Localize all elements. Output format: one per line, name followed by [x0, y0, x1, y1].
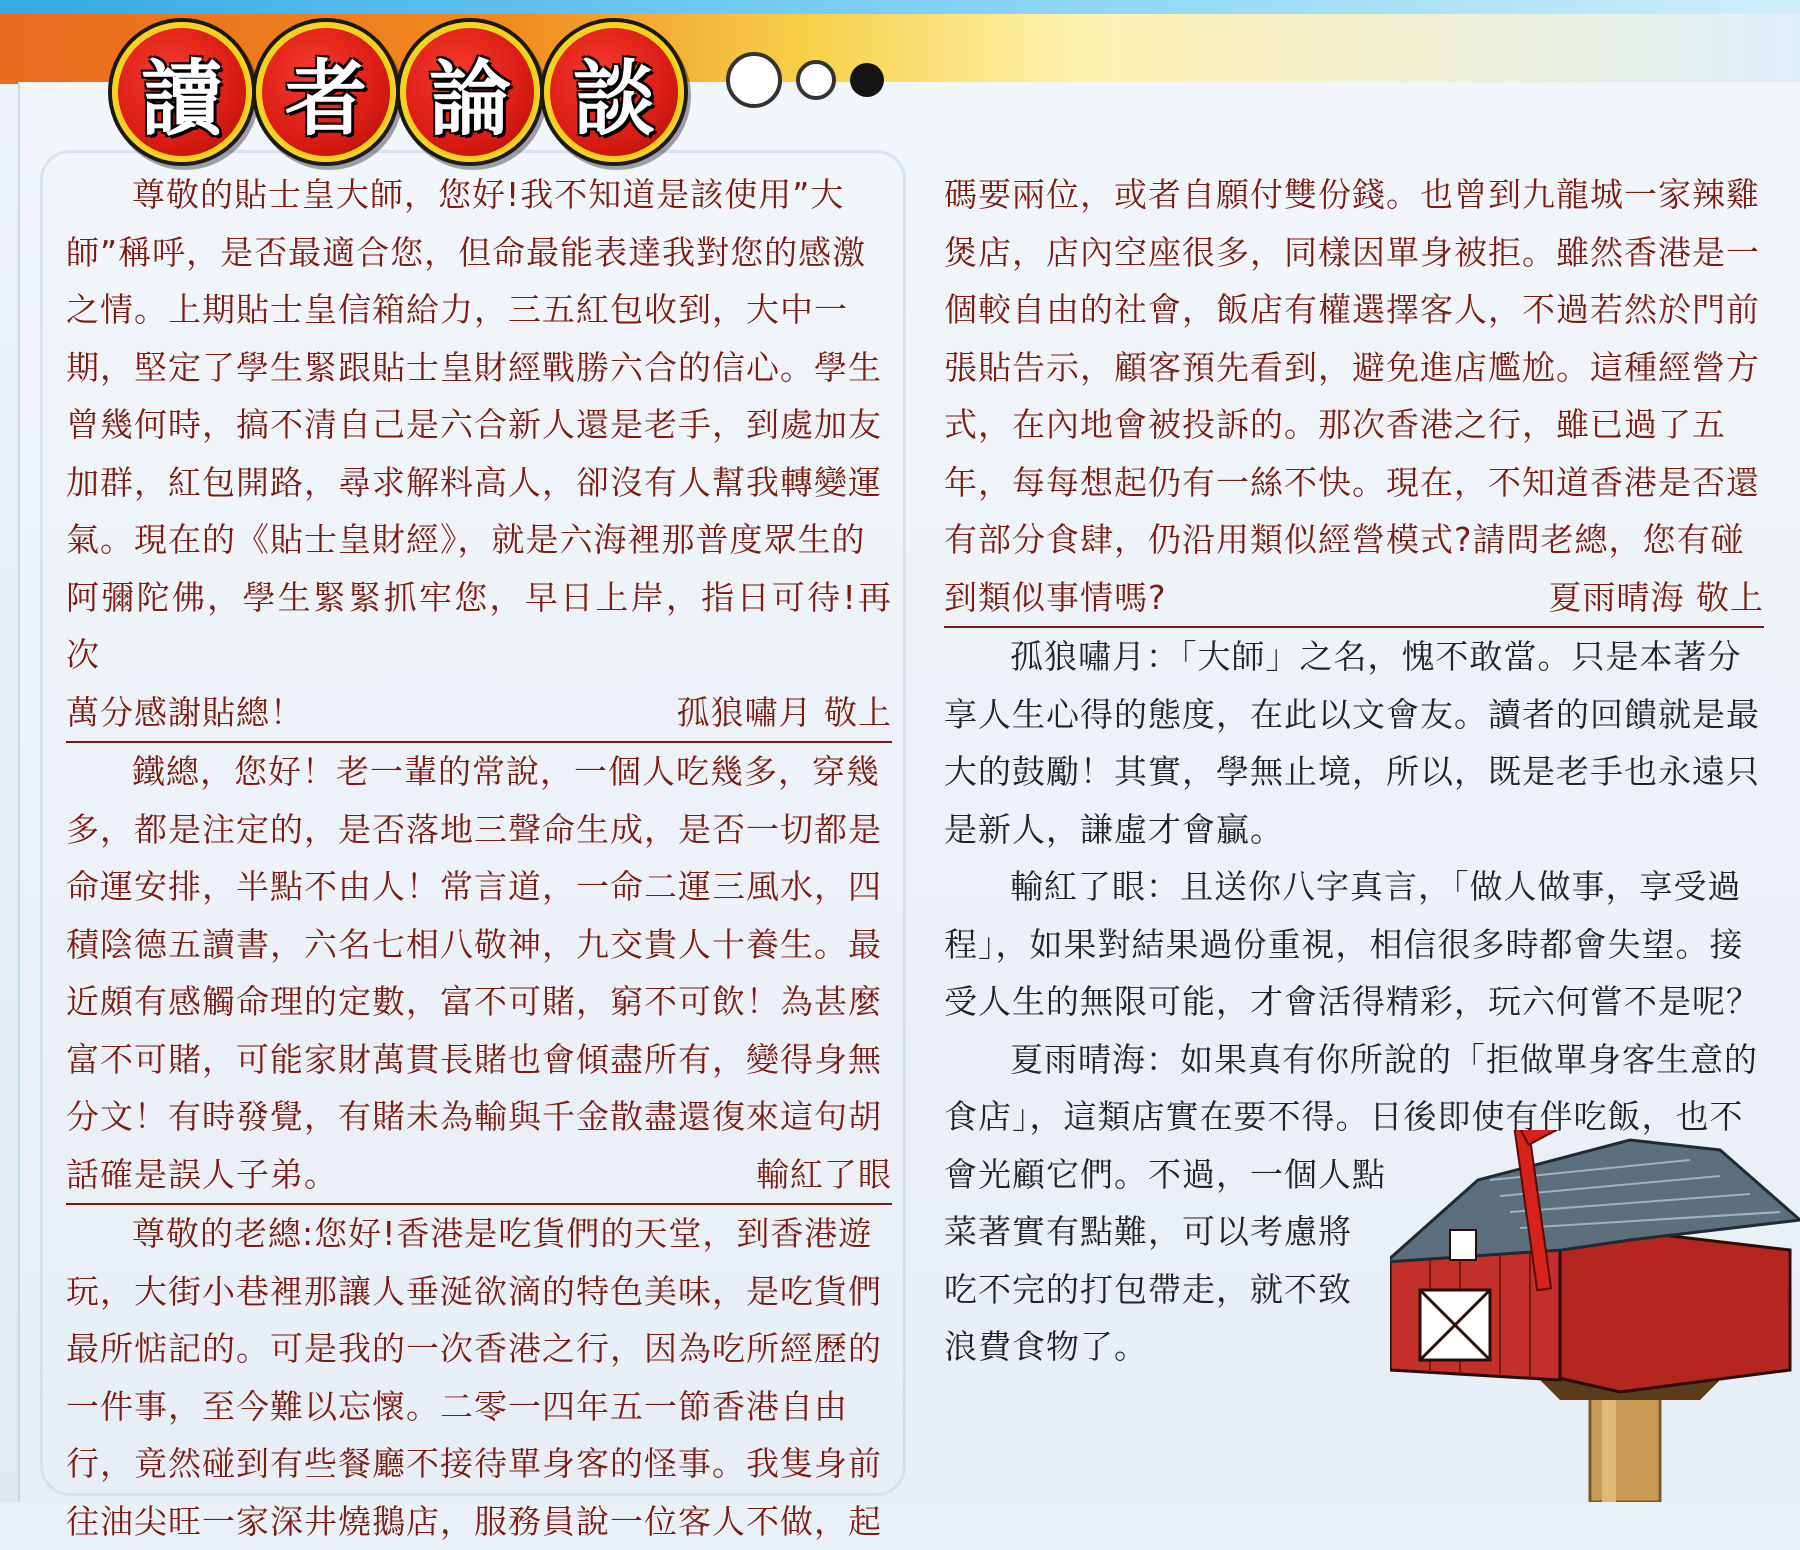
letter-line: 氣。現在的《貼士皇財經》，就是六海裡那普度眾生的	[66, 511, 892, 569]
reply-line: 菜著實有點難，可以考慮將	[944, 1203, 1404, 1261]
title-dots	[726, 52, 884, 108]
letter-2	[66, 743, 892, 1205]
reply-line: 孤狼嘯月：「大師」之名，愧不敢當。只是本著分	[944, 628, 1764, 686]
letter-line: 往油尖旺一家深井燒鵝店，服務員說一位客人不做，起	[66, 1493, 892, 1550]
title-char: 論	[400, 22, 540, 162]
reply-line: 受人生的無限可能，才會活得精彩，玩六何嘗不是呢？	[944, 973, 1764, 1031]
letter-line: 分文！有時發覺，有賭未為輸與千金散盡還復來這句胡	[66, 1088, 892, 1146]
letter-signature: 孤狼嘯月 敬上	[677, 684, 893, 742]
letter-signature-line	[66, 1146, 892, 1206]
letter-line: 曾幾何時，搞不清自己是六合新人還是老手，到處加友	[66, 396, 892, 454]
left-column	[66, 166, 892, 1550]
letter-line: 富不可賭，可能家財萬貫長賭也會傾盡所有，變得身無	[66, 1031, 892, 1089]
header-strip	[0, 0, 1800, 14]
letter-line: 期，堅定了學生緊跟貼士皇財經戰勝六合的信心。學生	[66, 339, 892, 397]
reply-line: 夏雨晴海：如果真有你所說的「拒做單身客生意的	[944, 1031, 1764, 1089]
letter-line: 鐵總，您好！老一輩的常說，一個人吃幾多，穿幾	[66, 743, 892, 801]
letter-last-line: 話確是誤人子弟。	[66, 1146, 338, 1204]
letter-line: 煲店，店內空座很多，同樣因單身被拒。雖然香港是一	[944, 224, 1764, 282]
reply-line: 享人生心得的態度，在此以文會友。讀者的回饋就是最	[944, 686, 1764, 744]
letter-line: 師”稱呼，是否最適合您，但命最能表達我對您的感激	[66, 224, 892, 282]
letter-line: 多，都是注定的，是否落地三聲命生成，是否一切都是	[66, 801, 892, 859]
letter-line: 年，每每想起仍有一絲不快。現在，不知道香港是否還	[944, 454, 1764, 512]
reply-line: 輸紅了眼：且送你八字真言，「做人做事，享受過	[944, 858, 1764, 916]
letter-last-line: 萬分感謝貼總！	[66, 684, 304, 742]
reply-line: 會光顧它們。不過，一個人點	[944, 1146, 1404, 1204]
letter-line: 碼要兩位，或者自願付雙份錢。也曾到九龍城一家辣雞	[944, 166, 1764, 224]
letter-line: 一件事，至今難以忘懷。二零一四年五一節香港自由	[66, 1378, 892, 1436]
letter-1	[66, 166, 892, 743]
reply-line: 是新人，謙虛才會贏。	[944, 801, 1764, 859]
letter-line: 尊敬的老總:您好!香港是吃貨們的天堂，到香港遊	[66, 1205, 892, 1263]
title-char: 者	[256, 22, 396, 162]
letter-signature-line	[66, 684, 892, 744]
reply-line: 浪費食物了。	[944, 1318, 1404, 1376]
letter-3	[66, 1205, 892, 1550]
letter-line: 行，竟然碰到有些餐廳不接待單身客的怪事。我隻身前	[66, 1435, 892, 1493]
reply-1	[944, 628, 1764, 858]
reply-2	[944, 858, 1764, 1031]
title-char: 談	[544, 22, 684, 162]
page-title	[112, 22, 684, 162]
letter-line: 命運安排，半點不由人！常言道，一命二運三風水，四	[66, 858, 892, 916]
reply-line: 程」，如果對結果過份重視，相信很多時都會失望。接	[944, 916, 1764, 974]
letter-line: 最所惦記的。可是我的一次香港之行，因為吃所經歷的	[66, 1320, 892, 1378]
letter-line: 之情。上期貼士皇信箱給力，三五紅包收到，大中一	[66, 281, 892, 339]
letter-line: 張貼告示，顧客預先看到，避免進店尷尬。這種經營方	[944, 339, 1764, 397]
reply-line: 吃不完的打包帶走，就不致	[944, 1261, 1404, 1319]
letter-signature: 夏雨晴海 敬上	[1549, 569, 1765, 627]
letter-line: 個較自由的社會，飯店有權選擇客人，不過若然於門前	[944, 281, 1764, 339]
letter-last-line: 到類似事情嗎?	[944, 569, 1167, 627]
letter-signature-line	[944, 569, 1764, 629]
reply-line: 大的鼓勵！其實，學無止境，所以，既是老手也永遠只	[944, 743, 1764, 801]
title-char: 讀	[112, 22, 252, 162]
letter-line: 尊敬的貼士皇大師，您好!我不知道是該使用”大	[66, 166, 892, 224]
dot-icon	[796, 60, 836, 100]
letter-line: 有部分食肆，仍沿用類似經營模式?請問老總，您有碰	[944, 511, 1764, 569]
letter-line: 式，在內地會被投訴的。那次香港之行，雖已過了五	[944, 396, 1764, 454]
letter-3-continued	[944, 166, 1764, 628]
letter-signature: 輸紅了眼	[756, 1146, 892, 1204]
letter-line: 阿彌陀佛，學生緊緊抓牢您，早日上岸，指日可待!再次	[66, 569, 892, 684]
dot-icon	[850, 63, 884, 97]
reply-line: 食店」，這類店實在要不得。日後即使有伴吃飯，也不	[944, 1088, 1764, 1146]
letter-line: 玩，大街小巷裡那讓人垂涎欲滴的特色美味，是吃貨們	[66, 1263, 892, 1321]
letter-line: 加群，紅包開路，尋求解料高人，卻沒有人幫我轉變運	[66, 454, 892, 512]
mailbox-illustration	[1390, 1130, 1800, 1502]
dot-icon	[726, 52, 782, 108]
letter-line: 積陰德五讀書，六名七相八敬神，九交貴人十養生。最	[66, 916, 892, 974]
letter-line: 近頗有感觸命理的定數，富不可賭，窮不可飲！為甚麼	[66, 973, 892, 1031]
